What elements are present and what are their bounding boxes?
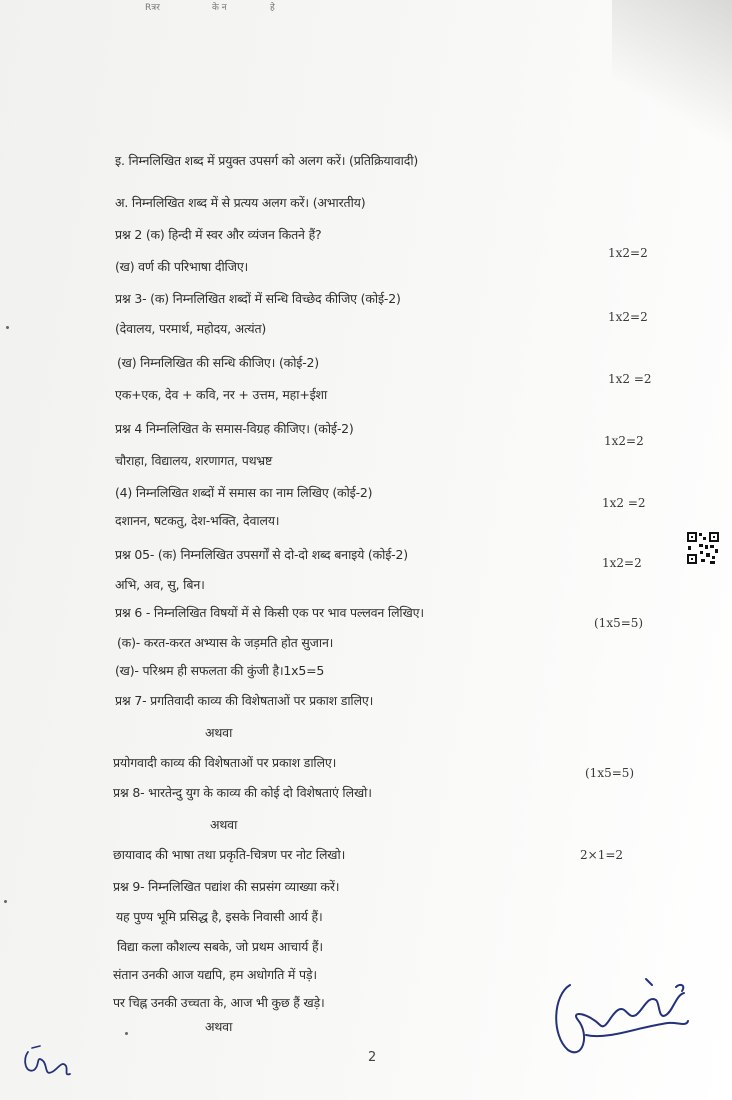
question-line: (क)- करत-करत अभ्यास के जड़मति होत सुजान। bbox=[117, 635, 334, 650]
margin-mark bbox=[4, 900, 7, 903]
question-line: विद्या कला कौशल्य सबके, जो प्रथम आचार्य हैं। bbox=[117, 939, 323, 954]
question-line: अभि, अव, सु, बिन। bbox=[115, 577, 205, 592]
athva-separator: अथवा bbox=[205, 725, 233, 740]
athva-separator: अथवा bbox=[210, 817, 238, 832]
marks-label: 1x2 =2 bbox=[602, 496, 646, 510]
qr-code-icon bbox=[686, 531, 720, 565]
page-number: 2 bbox=[368, 1050, 377, 1065]
question-line: प्रश्न 8- भारतेन्दु युग के काव्य की कोई दो विशेषताएं लिखो। bbox=[113, 785, 372, 800]
initials-signature bbox=[18, 1040, 78, 1090]
question-line: (देवालय, परमार्थ, महोदय, अत्यंत) bbox=[115, 321, 267, 336]
marks-label: 1x2=2 bbox=[602, 556, 642, 570]
question-line: (4) निम्नलिखित शब्दों में समास का नाम लिखिए (कोई-2) bbox=[115, 485, 373, 500]
question-line: छायावाद की भाषा तथा प्रकृति-चित्रण पर नोट लिखो। bbox=[113, 847, 346, 862]
question-line: (ख) निम्नलिखित की सन्धि कीजिए। (कोई-2) bbox=[117, 355, 319, 370]
question-line: संतान उनकी आज यद्यपि, हम अधोगति में पड़े। bbox=[113, 967, 317, 982]
marks-label: 1x2=2 bbox=[608, 310, 648, 324]
question-line: (ख) वर्ण की परिभाषा दीजिए। bbox=[115, 259, 249, 274]
question-line: अ. निम्नलिखित शब्द में से प्रत्यय अलग करें। (अभारतीय) bbox=[115, 195, 366, 210]
question-line: प्रश्न 9- निम्नलिखित पद्यांश की सप्रसंग व्याख्या करें। bbox=[113, 879, 340, 894]
margin-mark bbox=[6, 326, 9, 329]
question-line: प्रश्न 4 निम्नलिखित के समास-विग्रह कीजिए। (कोई-2) bbox=[115, 421, 354, 436]
question-line: दशानन, षटकतु, देश-भक्ति, देवालय। bbox=[115, 513, 280, 528]
question-line: एक+एक, देव + कवि, नर + उत्तम, महा+ईशा bbox=[115, 387, 328, 402]
signature bbox=[548, 965, 698, 1065]
question-line: प्रश्न 05- (क) निम्नलिखित उपसर्गों से दो-दो शब्द बनाइये (कोई-2) bbox=[115, 547, 408, 562]
question-line: यह पुण्य भूमि प्रसिद्ध है, इसके निवासी आर्य हैं। bbox=[116, 909, 323, 924]
top-fragment: Rत्रर bbox=[145, 3, 160, 13]
margin-mark bbox=[125, 1032, 128, 1035]
question-line: चौराहा, विद्यालय, शरणागत, पथभ्रष्ट bbox=[115, 453, 273, 468]
question-line: प्रश्न 6 - निम्नलिखित विषयों में से किसी एक पर भाव पल्लवन लिखिए। bbox=[115, 605, 424, 620]
question-line: प्रश्न 3- (क) निम्नलिखित शब्दों में सन्धि विच्छेद कीजिए (कोई-2) bbox=[115, 291, 401, 306]
marks-label: (1x5=5) bbox=[585, 766, 635, 780]
question-line: (ख)- परिश्रम ही सफलता की कुंजी है।1x5=5 bbox=[115, 663, 325, 678]
marks-label: (1x5=5) bbox=[594, 616, 644, 630]
athva-separator: अथवा bbox=[205, 1019, 233, 1034]
marks-label: 1x2 =2 bbox=[608, 372, 652, 386]
question-line: प्रयोगवादी काव्य की विशेषताओं पर प्रकाश डालिए। bbox=[113, 755, 337, 770]
page-shadow bbox=[612, 0, 732, 180]
question-line: प्रश्न 7- प्रगतिवादी काव्य की विशेषताओं पर प्रकाश डालिए। bbox=[115, 693, 374, 708]
marks-label: 1x2=2 bbox=[608, 246, 648, 260]
marks-label: 2×1=2 bbox=[580, 848, 624, 862]
question-line: प्रश्न 2 (क) हिन्दी में स्वर और व्यंजन कितने हैं? bbox=[115, 227, 322, 242]
marks-label: 1x2=2 bbox=[604, 434, 644, 448]
question-line: इ. निम्नलिखित शब्द में प्रयुक्त उपसर्ग को अलग करें। (प्रतिक्रियावादी) bbox=[115, 153, 419, 168]
question-line: पर चिह्न उनकी उच्चता के, आज भी कुछ हैं खड़े। bbox=[113, 995, 325, 1010]
top-fragment: हे bbox=[270, 3, 275, 13]
top-fragment: के न bbox=[212, 3, 227, 13]
